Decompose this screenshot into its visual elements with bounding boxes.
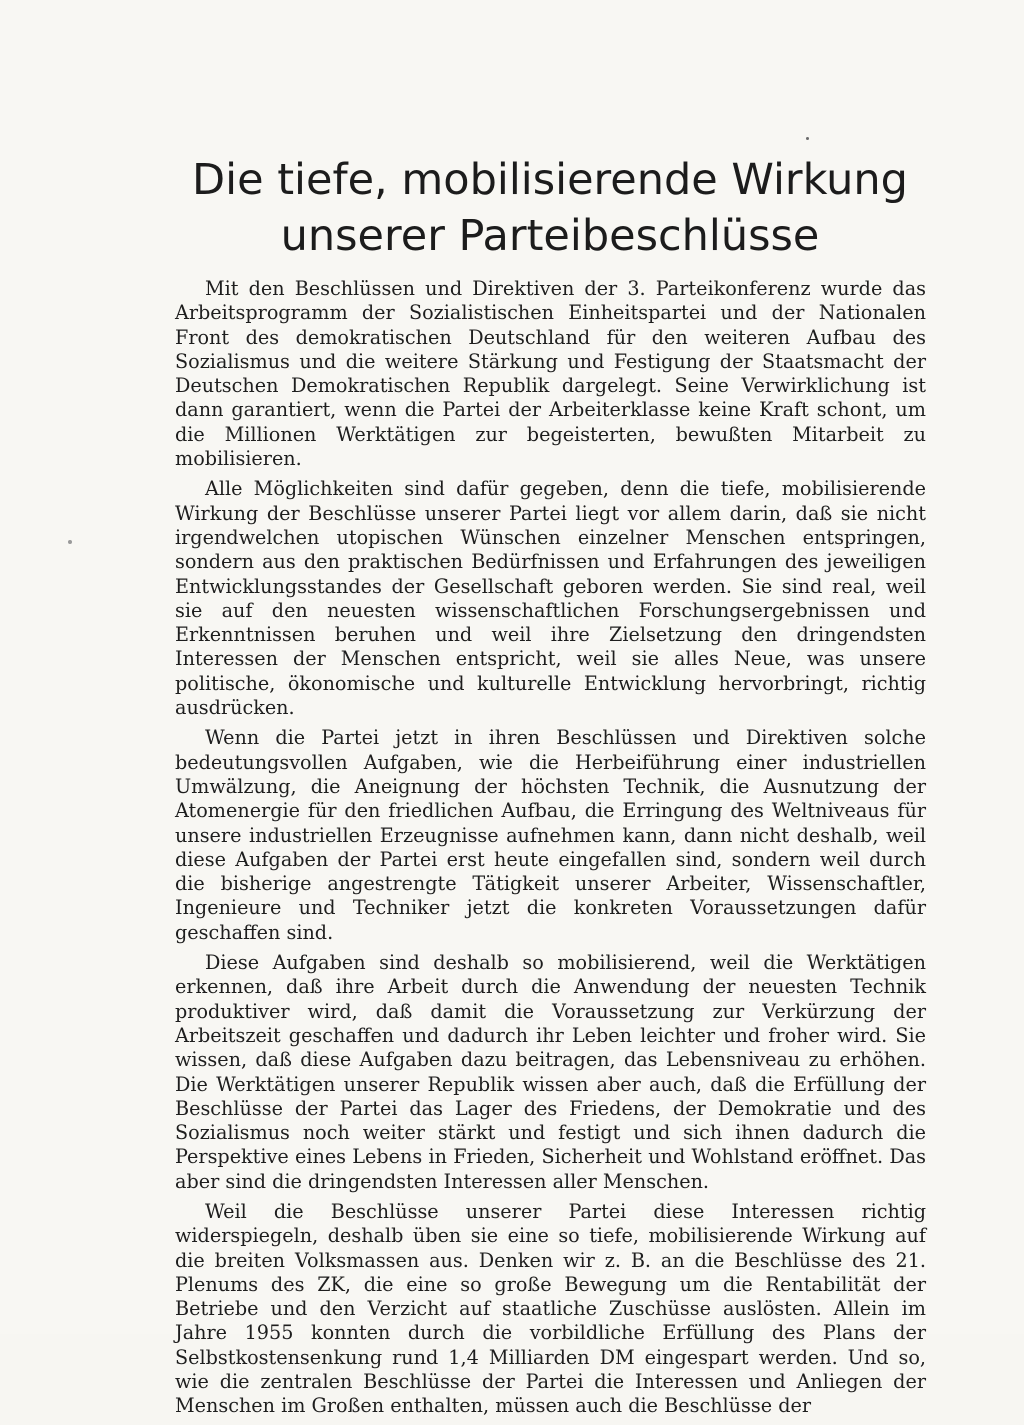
- print-speck: [68, 540, 72, 544]
- print-speck: [806, 137, 809, 140]
- page-title: [180, 152, 920, 264]
- paragraph-1: Mit den Beschlüssen und Direktiven der 3. Parteikonferenz wurde das Arbeitsprogramm der Sozialistischen Einheitspartei und der Nationalen Front des demokratischen Deutschland für den weiteren Aufbau des Sozialismus und die weitere Stärkung und Festigung der Staatsmacht der Deutschen Demokratischen Republik dargelegt. Seine Verwirklichung ist dann garantiert, wenn die Partei der Arbeiterklasse keine Kraft schont, um die Millionen Werktätigen zur begeisterten, bewußten Mitarbeit zu mobilisieren.: [175, 277, 926, 471]
- article-body: [175, 277, 926, 1425]
- title-line-2: unserer Parteibeschlüsse: [280, 211, 820, 261]
- paragraph-4: Diese Aufgaben sind deshalb so mobilisierend, weil die Werktätigen erkennen, daß ihre Arbeit durch die Anwendung der neuesten Technik produktiver wird, daß damit die Voraussetzung zur Verkürzung der Arbeitszeit geschaffen und dadurch ihr Leben leichter und froher wird. Sie wissen, daß diese Aufgaben dazu beitragen, das Lebensniveau zu erhöhen. Die Werktätigen unserer Republik wissen aber auch, daß die Erfüllung der Beschlüsse der Partei das Lager des Friedens, der Demokratie und des Sozialismus noch weiter stärkt und festigt und sich ihnen dadurch die Perspektive eines Lebens in Frieden, Sicherheit und Wohlstand eröffnet. Das aber sind die dringendsten Interessen aller Menschen.: [175, 951, 926, 1193]
- paragraph-3: Wenn die Partei jetzt in ihren Beschlüssen und Direktiven solche bedeutungsvollen Aufgaben, wie die Herbeiführung einer industriellen Umwälzung, die Aneignung der höchsten Technik, die Ausnutzung der Atomenergie für den friedlichen Aufbau, die Erringung des Weltniveaus für unsere industriellen Erzeugnisse aufnehmen kann, dann nicht deshalb, weil diese Aufgaben der Partei erst heute eingefallen sind, sondern weil durch die bisherige angestrengte Tätigkeit unserer Arbeiter, Wissenschaftler, Ingenieure und Techniker jetzt die konkreten Voraussetzungen dafür geschaffen sind.: [175, 726, 926, 944]
- title-line-1: Die tiefe, mobilisierende Wirkung: [192, 155, 908, 205]
- paragraph-2: Alle Möglichkeiten sind dafür gegeben, denn die tiefe, mobilisierende Wirkung der Beschlüsse unserer Partei liegt vor allem darin, daß sie nicht irgendwelchen utopischen Wünschen einzelner Menschen entspringen, sondern aus den praktischen Bedürfnissen und Erfahrungen des jeweiligen Entwicklungsstandes der Gesellschaft geboren werden. Sie sind real, weil sie auf den neuesten wissenschaftlichen Forschungsergebnissen und Erkenntnissen beruhen und weil ihre Zielsetzung den dringendsten Interessen der Menschen entspricht, weil sie alles Neue, was unsere politische, ökonomische und kulturelle Entwicklung hervorbringt, richtig ausdrücken.: [175, 477, 926, 720]
- paragraph-5: Weil die Beschlüsse unserer Partei diese Interessen richtig widerspiegeln, deshalb üben sie eine so tiefe, mobilisierende Wirkung auf die breiten Volksmassen aus. Denken wir z. B. an die Beschlüsse des 21. Plenums des ZK, die eine so große Bewegung um die Rentabilität der Betriebe und den Verzicht auf staatliche Zuschüsse auslösten. Allein im Jahre 1955 konnten durch die vorbildliche Erfüllung des Plans der Selbstkostensenkung rund 1,4 Milliarden DM eingespart werden. Und so, wie die zentralen Beschlüsse der Partei die Interessen und Anliegen der Menschen im Großen enthalten, müssen auch die Beschlüsse der: [175, 1199, 926, 1418]
